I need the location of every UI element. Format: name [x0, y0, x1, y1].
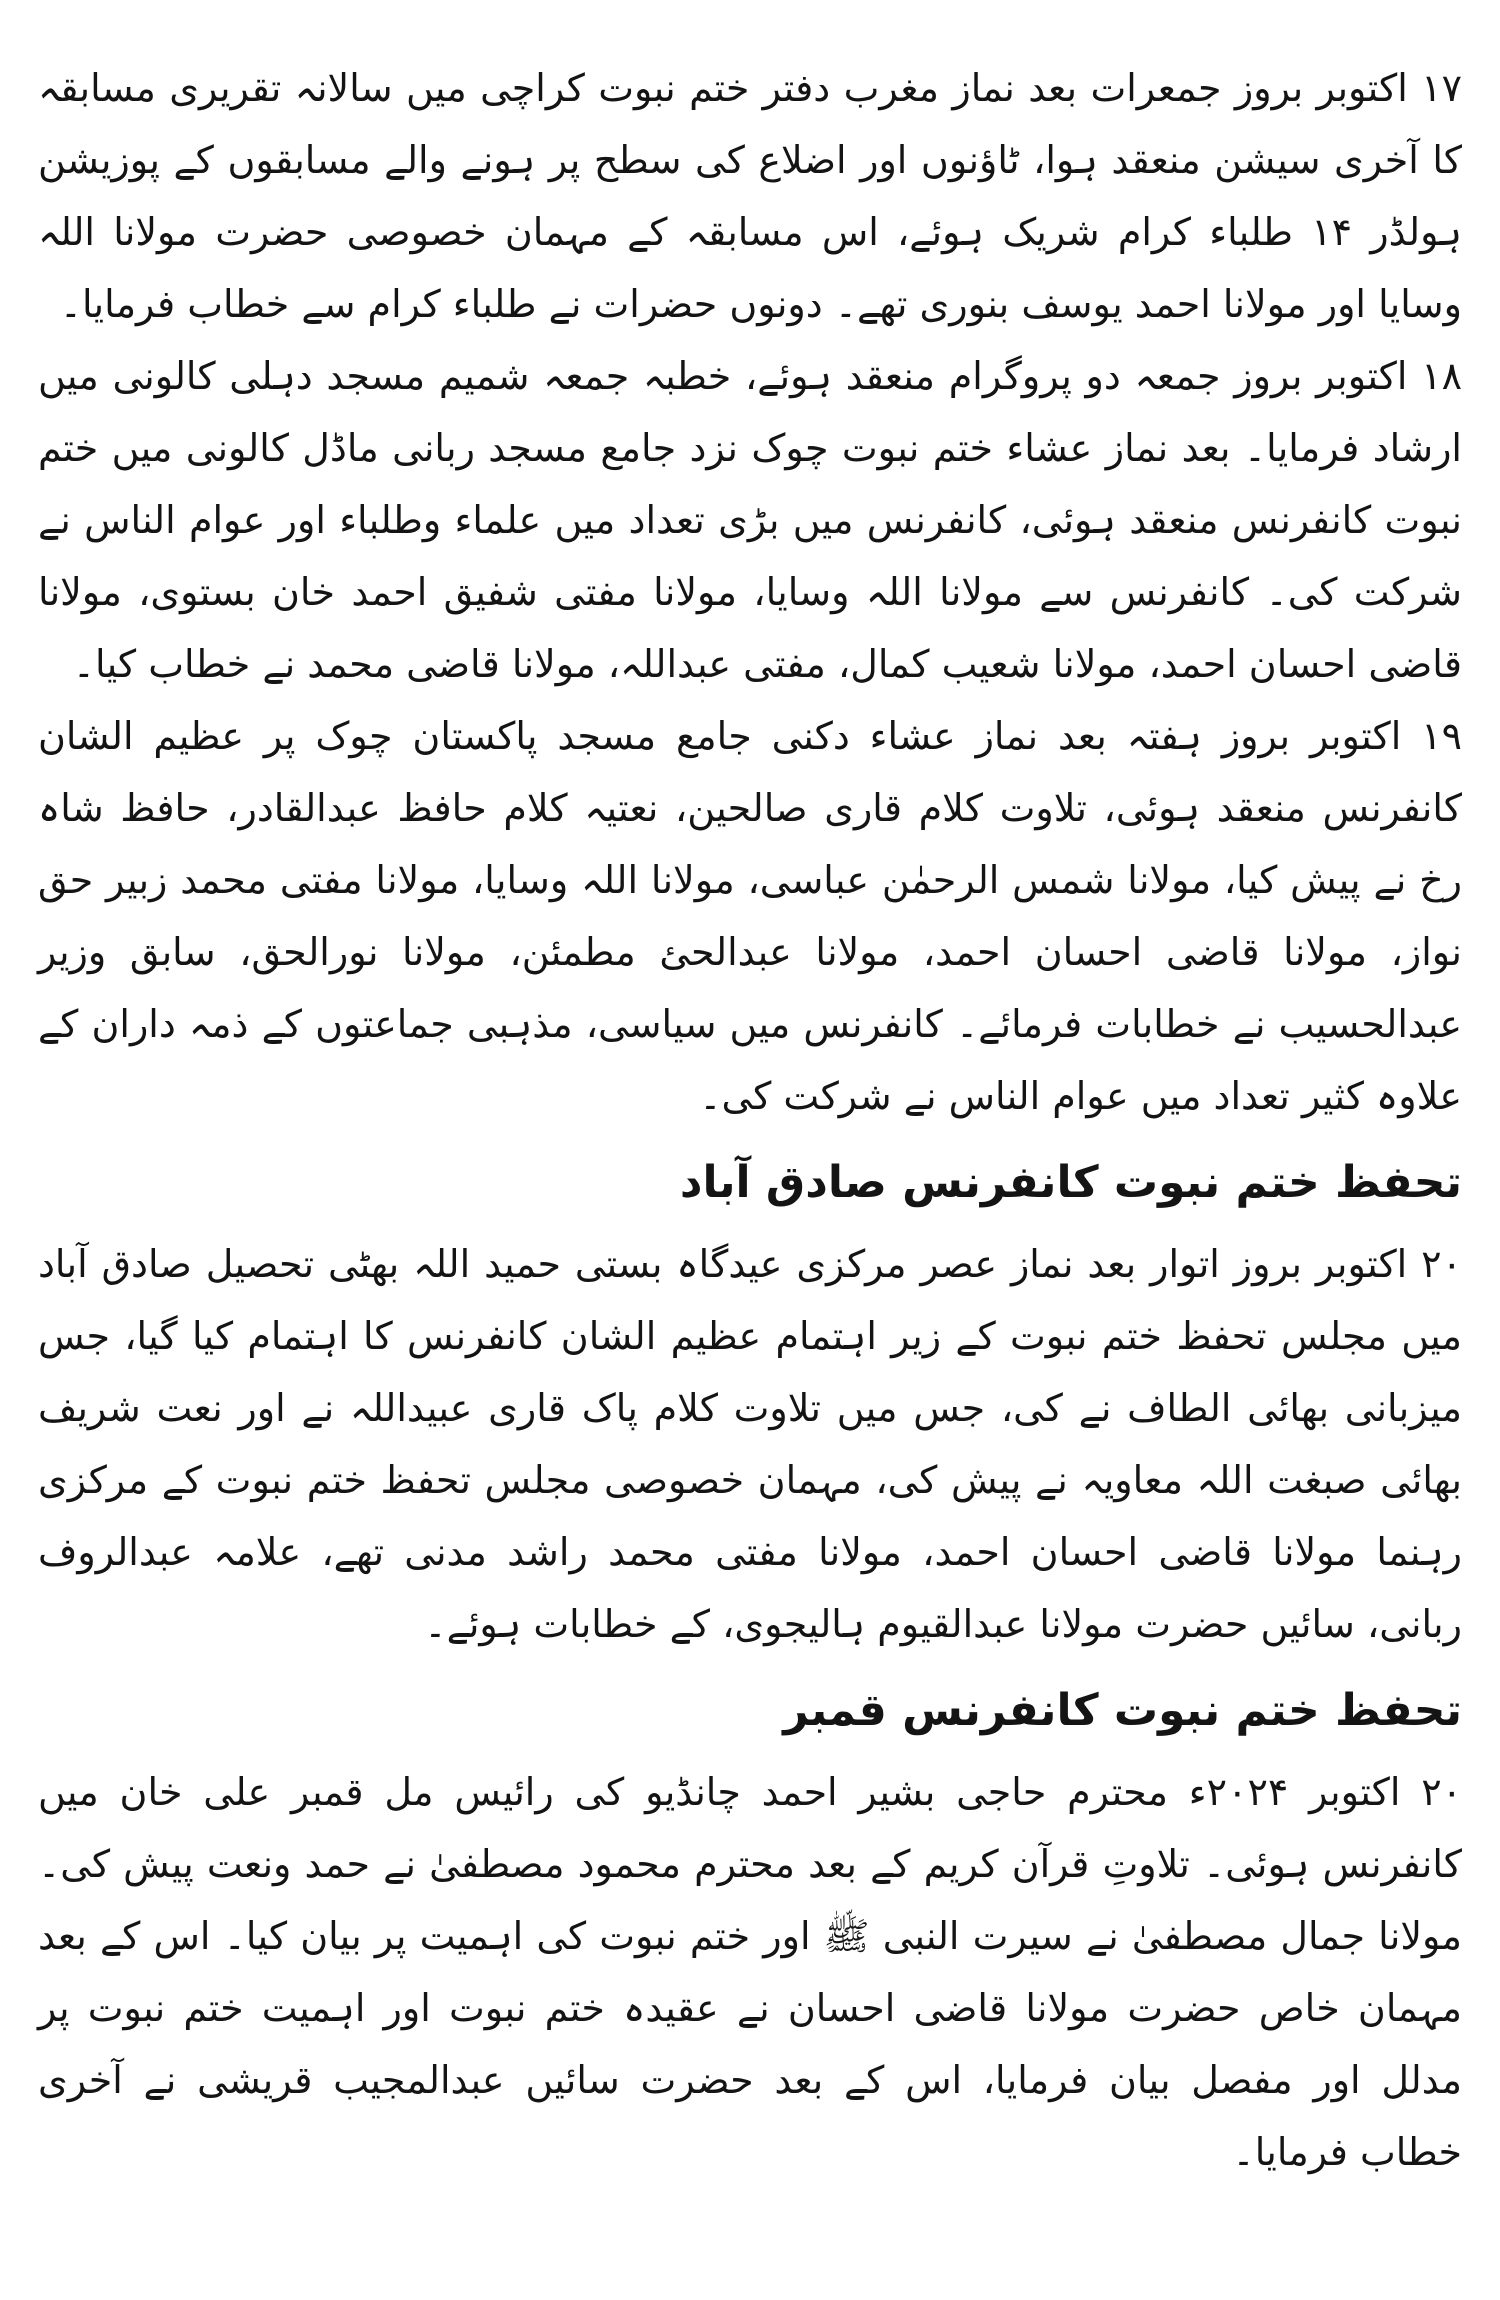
paragraph-qambar: ۲۰ اکتوبر ۲۰۲۴ء محترم حاجی بشیر احمد چانڈیو کی رائیس مل قمبر علی خان میں کانفرنس ہوئی۔ تلاوتِ قرآن کریم کے بعد محترم محمود مصطفیٰ نے حمد ونعت پیش کی۔ مولانا جمال مصطفیٰ نے سیرت النبی ﷺ اور ختم نبوت کی اہمیت پر بیان کیا۔ اس کے بعد مہمان خاص حضرت مولانا قاضی احسان نے عقیدہ ختم نبوت اور اہمیت ختم نبوت پر مدلل اور مفصل بیان فرمایا، اس کے بعد حضرت سائیں عبدالمجیب قریشی نے آخری خطاب فرمایا۔ [38, 1770, 1463, 2174]
section-heading-qambar: تحفظ ختم نبوت کانفرنس قمبر [783, 1685, 1462, 1736]
paragraph-oct-19: ۱۹ اکتوبر بروز ہفتہ بعد نماز عشاء دکنی جامع مسجد پاکستان چوک پر عظیم الشان کانفرنس منعقد ہوئی، تلاوت کلام قاری صالحین، نعتیہ کلام حافظ عبدالقادر، حافظ شاہ رخ نے پیش کیا، مولانا شمس الرحمٰن عباسی، مولانا اللہ وسایا، مولانا مفتی محمد زبیر حق نواز، مولانا قاضی احسان احمد، مولانا عبدالحئ مطمئن، مولانا نورالحق، سابق وزیر عبدالحسیب نے خطابات فرمائے۔ کانفرنس میں سیاسی، مذہبی جماعتوں کے ذمہ داران کے علاوہ کثیر تعداد میں عوام الناس نے شرکت کی۔ [38, 714, 1462, 1118]
paragraph-sadiqabad: ۲۰ اکتوبر بروز اتوار بعد نماز عصر مرکزی عیدگاہ بستی حمید اللہ بھٹی تحصیل صادق آباد میں مجلس تحفظ ختم نبوت کے زیر اہتمام عظیم الشان کانفرنس کا اہتمام کیا گیا، جس میزبانی بھائی الطاف نے کی، جس میں تلاوت کلام پاک قاری عبیداللہ نے اور نعت شریف بھائی صبغت اللہ معاویہ نے پیش کی، مہمان خصوصی مجلس تحفظ ختم نبوت کے مرکزی رہنما مولانا قاضی احسان احمد، مولانا مفتی محمد راشد مدنی تھے، علامہ عبدالروف ربانی، سائیں حضرت مولانا عبدالقیوم ہالیجوی، کے خطابات ہوئے۔ [38, 1242, 1462, 1646]
paragraph-oct-17: ۱۷ اکتوبر بروز جمعرات بعد نماز مغرب دفتر ختم نبوت کراچی میں سالانہ تقریری مسابقہ کا آخری سیشن منعقد ہوا، ٹاؤنوں اور اضلاع کی سطح پر ہونے والے مسابقوں کے پوزیشن ہولڈر ۱۴ طلباء کرام شریک ہوئے، اس مسابقہ کے مہمان خصوصی حضرت مولانا اللہ وسایا اور مولانا احمد یوسف بنوری تھے۔ دونوں حضرات نے طلباء کرام سے خطاب فرمایا۔ [38, 66, 1462, 326]
section-heading-sadiqabad: تحفظ ختم نبوت کانفرنس صادق آباد [679, 1157, 1462, 1208]
paragraph-oct-18: ۱۸ اکتوبر بروز جمعہ دو پروگرام منعقد ہوئے، خطبہ جمعہ شمیم مسجد دہلی کالونی میں ارشاد فرمایا۔ بعد نماز عشاء ختم نبوت چوک نزد جامع مسجد ربانی ماڈل کالونی میں ختم نبوت کانفرنس منعقد ہوئی، کانفرنس میں بڑی تعداد میں علماء وطلباء اور عوام الناس نے شرکت کی۔ کانفرنس سے مولانا اللہ وسایا، مولانا مفتی شفیق احمد خان بستوی، مولانا قاضی احسان احمد، مولانا شعیب کمال، مفتی عبداللہ، مولانا قاضی محمد نے خطاب کیا۔ [38, 354, 1462, 686]
